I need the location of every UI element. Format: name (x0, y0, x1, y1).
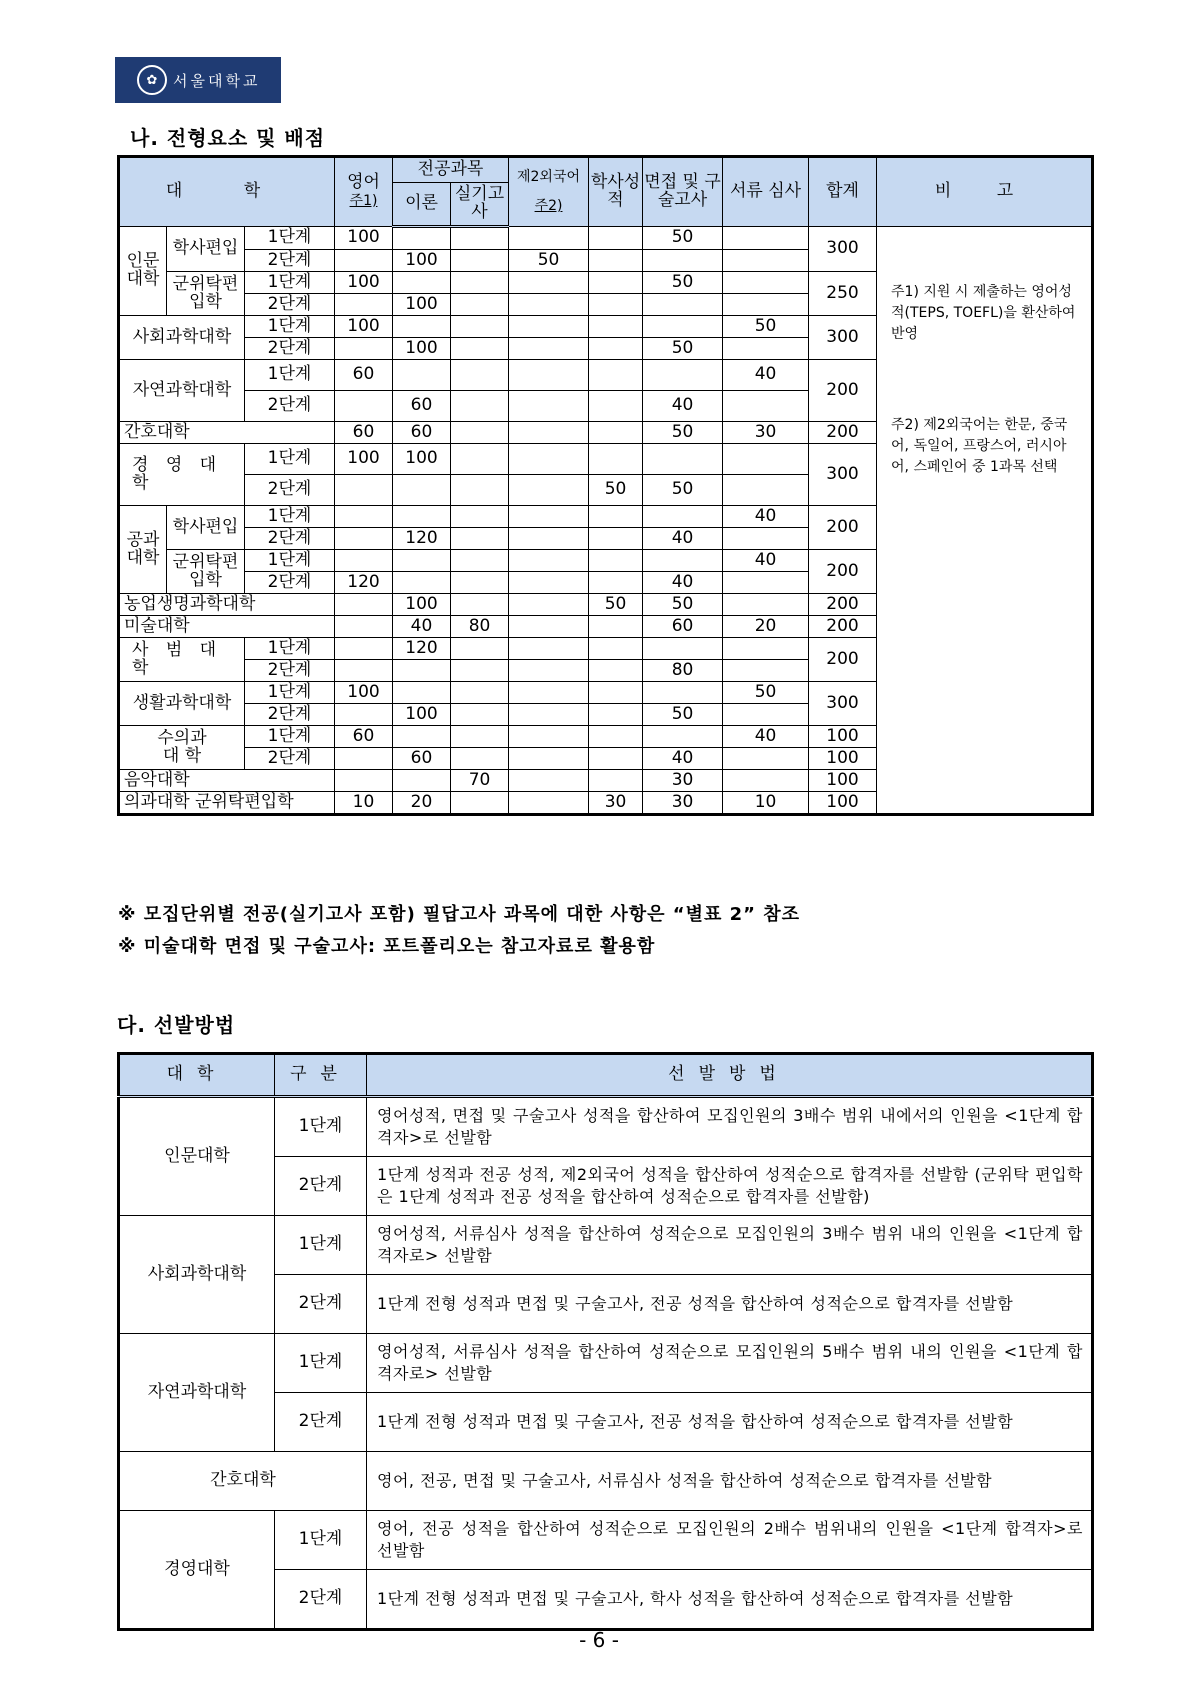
header-english: 영어 주1) (335, 157, 393, 227)
row-label: 의과대학 군위탁편입학 (119, 792, 335, 815)
value-cell: 60 (393, 391, 451, 422)
total-cell: 200 (809, 360, 877, 422)
stage-cell: 2단계 (245, 704, 335, 726)
value-cell: 50 (723, 316, 809, 338)
header-univ: 대학 (119, 1054, 275, 1097)
value-cell: 20 (393, 792, 451, 815)
value-cell: 60 (643, 616, 723, 638)
stage-cell: 2단계 (245, 572, 335, 594)
total-cell: 300 (809, 682, 877, 726)
stage-cell: 2단계 (275, 1393, 367, 1452)
table-row (119, 1452, 1093, 1511)
selection-table (117, 1052, 1094, 1631)
value-cell: 10 (723, 792, 809, 815)
section-na-title: 나. 전형요소 및 배점 (130, 126, 326, 150)
row-label: 경 영 대 학 (119, 444, 245, 506)
row-label: 공과대학 (119, 506, 167, 594)
value-cell: 80 (643, 660, 723, 682)
univ-cell: 경영대학 (119, 1511, 275, 1630)
row-label: 간호대학 (119, 422, 335, 444)
header-univ: 대 학 (119, 157, 335, 227)
method-cell: 영어성적, 서류심사 성적을 합산하여 성적순으로 모집인원의 3배수 범위 내의 인원을 <1단계 합격자로> 선발함 (367, 1216, 1093, 1275)
method-cell: 영어, 전공, 면접 및 구술고사, 서류심사 성적을 합산하여 성적순으로 합격자를 선발함 (367, 1452, 1093, 1511)
value-cell: 100 (393, 294, 451, 316)
value-cell: 50 (643, 594, 723, 616)
table-row (119, 1511, 1093, 1570)
value-cell: 40 (393, 616, 451, 638)
value-cell: 40 (723, 726, 809, 748)
method-cell: 영어성적, 서류심사 성적을 합산하여 성적순으로 모집인원의 5배수 범위 내의 인원을 <1단계 합격자로> 선발함 (367, 1334, 1093, 1393)
univ-cell: 사회과학대학 (119, 1216, 275, 1334)
method-cell: 1단계 성적과 전공 성적, 제2외국어 성적을 합산하여 성적순으로 합격자를 선발함 (군위탁 편입학은 1단계 성적과 전공 성적을 합산하여 성적순으로 합격자를 선발함) (367, 1157, 1093, 1216)
stage-cell: 2단계 (275, 1275, 367, 1334)
value-cell: 50 (643, 475, 723, 506)
value-cell: 100 (393, 250, 451, 272)
value-cell: 50 (723, 682, 809, 704)
value-cell: 100 (335, 272, 393, 294)
stage-cell: 1단계 (245, 682, 335, 704)
method-cell: 1단계 전형 성적과 면접 및 구술고사, 학사 성적을 합산하여 성적순으로 합격자를 선발함 (367, 1570, 1093, 1630)
value-cell: 50 (589, 594, 643, 616)
total-cell: 200 (809, 506, 877, 550)
row-label: 음악대학 (119, 770, 335, 792)
row-label: 자연과학대학 (119, 360, 245, 422)
method-cell: 영어성적, 면접 및 구술고사 성적을 합산하여 모집인원의 3배수 범위 내에서의 인원을 <1단계 합격자>로 선발함 (367, 1097, 1093, 1157)
header-practical: 실기고사 (451, 183, 509, 227)
header-major: 전공과목 (393, 157, 509, 183)
note-2: 주2) 제2외국어는 한문, 중국어, 독일어, 프랑스어, 러시아어, 스페인어 중 1과목 선택 (891, 417, 1068, 475)
total-cell: 100 (809, 770, 877, 792)
stage-cell: 1단계 (245, 506, 335, 528)
value-cell: 60 (335, 726, 393, 748)
row-label: 인문대학 (119, 227, 167, 316)
stage-cell: 1단계 (245, 550, 335, 572)
header-type: 구분 (275, 1054, 367, 1097)
total-cell: 200 (809, 616, 877, 638)
stage-cell: 1단계 (245, 360, 335, 391)
value-cell: 100 (393, 594, 451, 616)
value-cell: 40 (643, 391, 723, 422)
method-cell: 영어, 전공 성적을 합산하여 성적순으로 모집인원의 2배수 범위내의 인원을 <1단계 합격자>로 선발함 (367, 1511, 1093, 1570)
row-sublabel: 학사편입 (167, 506, 245, 550)
row-label: 사회과학대학 (119, 316, 245, 360)
method-cell: 1단계 전형 성적과 면접 및 구술고사, 전공 성적을 합산하여 성적순으로 합격자를 선발함 (367, 1275, 1093, 1334)
row-sublabel: 군위탁편입학 (167, 550, 245, 594)
stage-cell: 1단계 (245, 227, 335, 250)
table-row (119, 1216, 1093, 1275)
value-cell: 120 (393, 638, 451, 660)
header-theory: 이론 (393, 183, 451, 227)
stage-cell: 2단계 (245, 294, 335, 316)
note-line-2: ※ 미술대학 면접 및 구술고사: 포트폴리오는 참고자료로 활용함 (118, 936, 656, 957)
header-second-language: 제2외국어 주2) (509, 157, 589, 227)
value-cell: 80 (451, 616, 509, 638)
stage-cell: 2단계 (245, 338, 335, 360)
univ-cell: 자연과학대학 (119, 1334, 275, 1452)
value-cell: 40 (723, 360, 809, 391)
stage-cell: 2단계 (245, 475, 335, 506)
value-cell: 30 (589, 792, 643, 815)
page-number: - 6 - (579, 1628, 619, 1652)
value-cell: 100 (335, 227, 393, 250)
value-cell: 50 (509, 250, 589, 272)
row-label: 생활과학대학 (119, 682, 245, 726)
value-cell: 60 (335, 360, 393, 391)
value-cell: 50 (643, 704, 723, 726)
stage-cell: 1단계 (275, 1511, 367, 1570)
stage-cell: 1단계 (275, 1334, 367, 1393)
total-cell: 100 (809, 792, 877, 815)
row-label: 수의과 대 학 (119, 726, 245, 770)
total-cell: 300 (809, 316, 877, 360)
header-method: 선발방법 (367, 1054, 1093, 1097)
stage-cell: 2단계 (245, 748, 335, 770)
value-cell: 100 (393, 338, 451, 360)
value-cell: 60 (393, 422, 451, 444)
value-cell: 120 (393, 528, 451, 550)
table-row (119, 1097, 1093, 1157)
total-cell: 100 (809, 726, 877, 748)
stage-cell: 2단계 (275, 1157, 367, 1216)
univ-cell: 간호대학 (119, 1452, 367, 1511)
stage-cell: 1단계 (275, 1216, 367, 1275)
note-cell (877, 227, 1093, 815)
value-cell: 40 (723, 506, 809, 528)
total-cell: 300 (809, 444, 877, 506)
value-cell: 50 (643, 338, 723, 360)
value-cell: 40 (643, 748, 723, 770)
value-cell: 10 (335, 792, 393, 815)
value-cell: 100 (335, 316, 393, 338)
method-cell: 1단계 전형 성적과 면접 및 구술고사, 전공 성적을 합산하여 성적순으로 합격자를 선발함 (367, 1393, 1093, 1452)
logo-text: 서울대학교 (173, 71, 261, 90)
value-cell: 40 (643, 528, 723, 550)
university-seal-icon: ✿ (137, 65, 167, 95)
stage-cell: 1단계 (275, 1097, 367, 1157)
row-sublabel: 학사편입 (167, 227, 245, 272)
total-cell: 250 (809, 272, 877, 316)
value-cell: 100 (393, 444, 451, 475)
total-cell: 200 (809, 550, 877, 594)
header-interview: 면접 및 구술고사 (643, 157, 723, 227)
value-cell: 100 (335, 444, 393, 475)
value-cell: 50 (643, 272, 723, 294)
value-cell: 40 (723, 550, 809, 572)
value-cell: 70 (451, 770, 509, 792)
total-cell: 200 (809, 422, 877, 444)
note-1: 주1) 지원 시 제출하는 영어성적(TEPS, TOEFL)을 환산하여 반영 (891, 284, 1076, 342)
total-cell: 100 (809, 748, 877, 770)
value-cell: 30 (723, 422, 809, 444)
stage-cell: 2단계 (275, 1570, 367, 1630)
section-da-title: 다. 선발방법 (117, 1013, 236, 1037)
total-cell: 200 (809, 638, 877, 682)
stage-cell: 1단계 (245, 272, 335, 294)
value-cell: 100 (393, 704, 451, 726)
row-sublabel: 군위탁편입학 (167, 272, 245, 316)
row-label: 사 범 대 학 (119, 638, 245, 682)
value-cell: 30 (643, 770, 723, 792)
header-total: 합계 (809, 157, 877, 227)
note-line-1: ※ 모집단위별 전공(실기고사 포함) 필답고사 과목에 대한 사항은 “별표 2” 참조 (118, 904, 801, 925)
value-cell: 50 (643, 422, 723, 444)
univ-cell: 인문대학 (119, 1097, 275, 1216)
university-logo (115, 57, 281, 103)
header-grade: 학사성적 (589, 157, 643, 227)
stage-cell: 1단계 (245, 726, 335, 748)
header-note: 비 고 (877, 157, 1093, 227)
value-cell: 60 (335, 422, 393, 444)
header-docs: 서류 심사 (723, 157, 809, 227)
table-row (119, 227, 1093, 250)
total-cell: 300 (809, 227, 877, 272)
table-row (119, 1334, 1093, 1393)
value-cell: 120 (335, 572, 393, 594)
row-label: 농업생명과학대학 (119, 594, 335, 616)
row-label: 미술대학 (119, 616, 335, 638)
value-cell: 30 (643, 792, 723, 815)
value-cell: 100 (335, 682, 393, 704)
value-cell: 40 (643, 572, 723, 594)
stage-cell: 1단계 (245, 638, 335, 660)
value-cell: 60 (393, 748, 451, 770)
value-cell: 50 (589, 475, 643, 506)
stage-cell: 2단계 (245, 391, 335, 422)
stage-cell: 1단계 (245, 316, 335, 338)
value-cell: 50 (643, 227, 723, 250)
score-table (117, 155, 1094, 816)
stage-cell: 1단계 (245, 444, 335, 475)
value-cell: 20 (723, 616, 809, 638)
stage-cell: 2단계 (245, 528, 335, 550)
stage-cell: 2단계 (245, 250, 335, 272)
total-cell: 200 (809, 594, 877, 616)
stage-cell: 2단계 (245, 660, 335, 682)
